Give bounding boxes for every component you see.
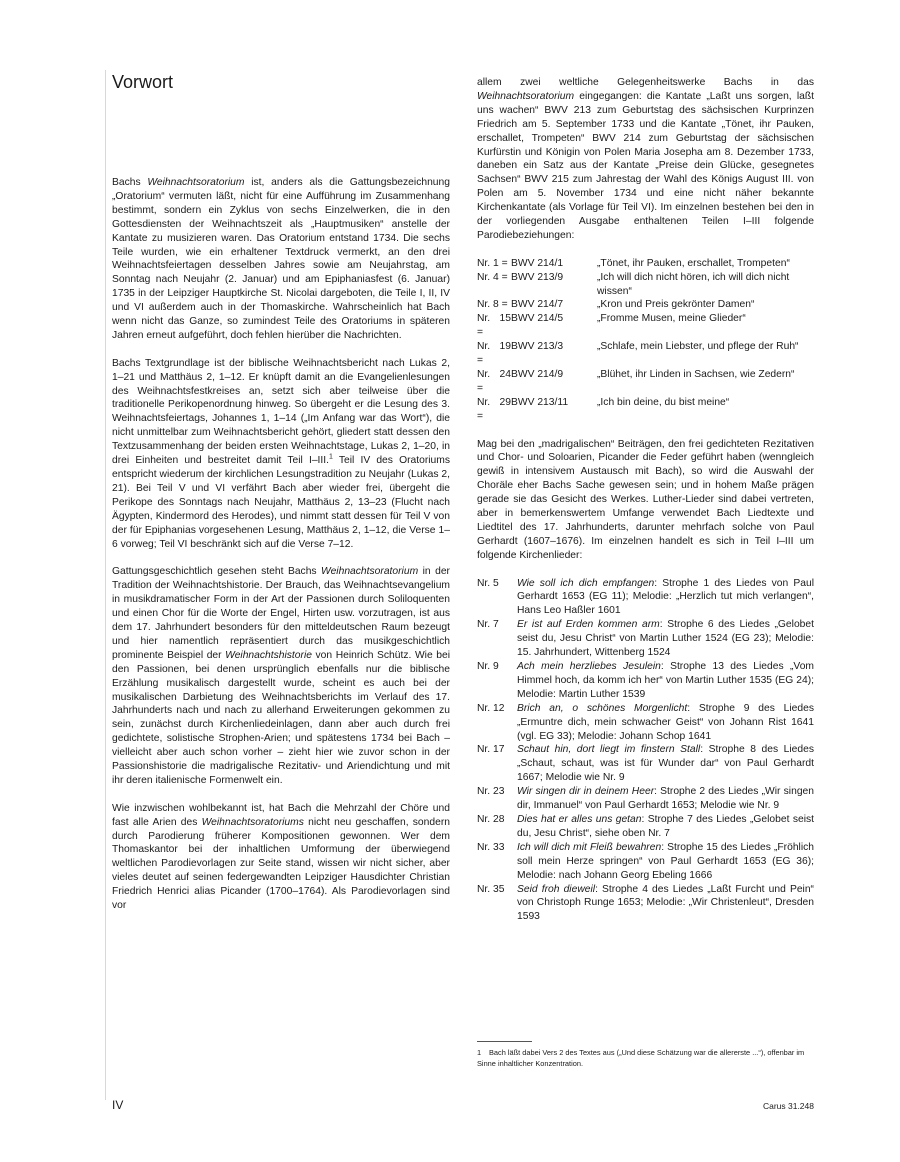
chorale-text: Wie soll ich dich empfangen: Strophe 1 des Liedes von Paul Gerhardt 1653 (EG 11); Melodie: „Herzlich tut mich verlangen“, Hans Leo Haßler 1601: [517, 577, 814, 617]
parody-number: Nr. 4 =: [477, 271, 508, 283]
footnote-mark: 1: [477, 1048, 482, 1057]
parody-bwv: BWV 213/3: [511, 341, 564, 353]
italic-text: Dies hat er alles uns getan: [517, 813, 642, 825]
parody-row: [477, 340, 814, 368]
italic-text: Wir singen dir in deinem Heer: [517, 786, 655, 798]
parody-number: Nr. 15 =: [477, 313, 511, 339]
paragraph: allem zwei weltliche Gelegenheitswerke Bachs in das Weihnachtsoratorium eingegangen: die Kantate „Laßt uns sorgen, laßt uns wachen“ BWV 213 zum Geburtstag des sächsischen Kurprinzen Friedrich am 5. September 1733 und die Kantate „Tönet, ihr Pauken, erschallet, Trompeten“ BWV 214 zum Geburtstag der sächsischen Kurfürstin und Königin von Polen Maria Josepha am 8. Dezember 1733, daneben ein Satz aus der Kantate „Preise dein Glücke, gesegnetes Sachsen“ BWV 215 zum Jahrestag der Wahl des Königs August III. von Polen am 5. November 1734 und eine nicht näher bekannte Kirchenkantate (als Vorlage für Teil VI). Im einzelnen bestehen bei den in der vorliegenden Ausgabe enthaltenen Teilen I–III folgende Parodiebeziehungen:: [477, 77, 814, 241]
chorale-text: Schaut hin, dort liegt im finstern Stall: Strophe 8 des Liedes „Schaut, schaut, was ist für Wunder dar“ von Paul Gerhardt 1667; Melodie wie Nr. 9: [517, 744, 814, 784]
parody-bwv: BWV 213/11: [511, 396, 569, 408]
italic-text: Weihnachtsoratorium: [321, 566, 419, 578]
parody-title: „Kron und Preis gekrönter Damen“: [597, 299, 755, 311]
chorale-row: [477, 577, 814, 619]
italic-text: Weihnachtshistorie: [225, 649, 312, 661]
parody-row: [477, 257, 814, 271]
chorale-row: [477, 618, 814, 660]
chorale-number: Nr. 5: [477, 577, 499, 589]
chorale-row: [477, 660, 814, 702]
chorale-row: [477, 702, 814, 744]
chorale-row: [477, 883, 814, 925]
parody-list: [477, 257, 814, 424]
chorale-number: Nr. 17: [477, 744, 505, 756]
page-title: Vorwort: [112, 72, 174, 92]
chorale-number: Nr. 23: [477, 786, 505, 798]
footnote-text: Bach läßt dabei Vers 2 des Textes aus („Und diese Schätzung war die allererste ...“), offenbar im Sinne inhaltlicher Konzentration.: [477, 1048, 805, 1068]
chorale-number: Nr. 35: [477, 883, 505, 895]
chorale-row: [477, 743, 814, 785]
italic-text: Weihnachtsoratorium: [147, 177, 245, 188]
parody-bwv: BWV 214/5: [511, 313, 564, 325]
italic-text: Seid froh dieweil: [517, 883, 596, 895]
parody-bwv: BWV 213/9: [511, 271, 564, 283]
parody-bwv: BWV 214/9: [511, 369, 564, 381]
parody-title: „Ich will dich nicht hören, ich will dich nicht wissen“: [597, 271, 790, 297]
parody-number: Nr. 29 =: [477, 396, 511, 422]
italic-text: Schaut hin, dort liegt im finstern Stall: [517, 744, 701, 756]
parody-number: Nr. 8 =: [477, 299, 508, 311]
chorale-text: Seid froh dieweil: Strophe 4 des Liedes „Laßt Furcht und Pein“ von Christoph Runge 1653; Melodie: „Wir Christenleut“, Dresden 1593: [517, 883, 814, 923]
parody-title: „Fromme Musen, meine Glieder“: [597, 313, 746, 325]
chorale-text: Wir singen dir in deinem Heer: Strophe 2 des Liedes „Wir singen dir, Immanuel“ von Paul Gerhardt 1653; Melodie wie Nr. 9: [517, 786, 814, 812]
parody-bwv: BWV 214/1: [511, 257, 564, 269]
footnote: [477, 1047, 814, 1069]
paragraph: Wie inzwischen wohlbekannt ist, hat Bach die Mehrzahl der Chöre und fast alle Arien des Weihnachtsoratoriums nicht neu geschaffen, sondern durch Parodierung früherer Kompositionen gewonnen. Wer dem Thomaskantor bei der inhaltlichen Umformung der überwiegend weltlichen Parodievorlagen zur Seite stand, wissen wir nicht sicher, aber vieles deutet auf seinen federgewandten Leipziger Hausdichter Christian Friedrich Henrici alias Picander (1700–1764). Als Parodievorlagen sind vor: [112, 802, 450, 912]
parody-number: Nr. 24 =: [477, 369, 511, 394]
italic-text: Ach mein herzliebes Jesulein: [517, 661, 661, 673]
parody-row: [477, 312, 814, 340]
chorale-row: [477, 841, 814, 883]
chorale-text: Er ist auf Erden kommen arm: Strophe 6 des Liedes „Gelobet seist du, Jesu Christ“ von Martin Luther 1524 (EG 23); Melodie: 15. Jahrhundert, Wittenberg 1524: [517, 619, 814, 659]
chorale-number: Nr. 33: [477, 841, 505, 853]
chorale-list: [477, 577, 814, 925]
chorale-number: Nr. 9: [477, 661, 499, 673]
parody-title: „Schlafe, mein Liebster, und pflege der Ruh“: [597, 341, 799, 353]
italic-text: Ich will dich mit Fleiß bewahren: [517, 841, 662, 853]
italic-text: Er ist auf Erden kommen arm: [517, 619, 660, 631]
parody-number: Nr. 19 =: [477, 341, 511, 367]
paragraph: Bachs Textgrundlage ist der biblische Weihnachtsbericht nach Lukas 2, 1–21 und Matthäus 2, 1–12. Er knüpft damit an die Evangelienlesungen des Weihnachtsfestkreises an, setzt sich aber teilweise über die traditionelle Perikopenordnung hinweg. So übergeht er die Lesung des 3. Weihnachtsfeiertags, Johannes 1, 1–14 („Im Anfang war das Wort“), die nicht unmittelbar zum Weihnachtsbericht gehört, gliedert statt dessen den Textzusammenhang der beiden ersten Weihnachtstage, Lukas 2, 1–20, in drei Einheiten und bestreitet damit Teil I–III.$^1$ Teil IV des Oratoriums entspricht wiederum der kirchlichen Lesungstradition zu Neujahr (Lukas 2, 21). Bei Teil V und VI verfährt Bach aber wieder frei, übergeht die Perikope des Sonntags nach Neujahr, Matthäus 2, 13–23 (Flucht nach Ägypten, Kindermord des Herodes), und nimmt statt dessen für Teil V von der für Epiphanias vorgesehenen Lesung, Matthäus 2, 1–12, die Verse 1–6 vorweg; Teil VI beschränkt sich auf die Verse 7–12.: [112, 357, 451, 550]
chorale-text: Ach mein herzliebes Jesulein: Strophe 13 des Liedes „Vom Himmel hoch, da komm ich her“ von Martin Luther 1535 (EG 24); Melodie: Martin Luther 1539: [517, 661, 814, 700]
parody-row: [477, 271, 814, 299]
footnote-rule: [477, 1041, 532, 1042]
right-column: [477, 76, 814, 924]
italic-text: Brich an, o schönes Morgenlicht: [517, 702, 688, 714]
chorale-number: Nr. 7: [477, 619, 499, 631]
left-column: [112, 176, 450, 927]
chorale-number: Nr. 28: [477, 813, 505, 825]
chorale-text: Ich will dich mit Fleiß bewahren: Strophe 15 des Liedes „Fröhlich soll mein Herze springen“ von Paul Gerhardt 1653 (EG 36); Melodie: nach Johann Georg Ebeling 1666: [517, 841, 814, 881]
chorale-text: Brich an, o schönes Morgenlicht: Strophe 9 des Liedes „Ermuntre dich, mein schwacher Geist“ von Johann Rist 1641 (vgl. EG 33); Melodie: Johann Schop 1641: [517, 702, 814, 742]
italic-text: Wie soll ich dich empfangen: [517, 577, 655, 589]
chorale-text: Dies hat er alles uns getan: Strophe 7 des Liedes „Gelobet seist du, Jesu Christ“, siehe oben Nr. 7: [517, 813, 814, 839]
parody-title: „Blühet, ihr Linden in Sachsen, wie Zedern“: [597, 369, 795, 381]
italic-text: Weihnachtsoratoriums: [201, 816, 304, 828]
parody-row: [477, 298, 814, 312]
page-number: IV: [112, 1098, 124, 1112]
paragraph: Gattungsgeschichtlich gesehen steht Bachs Weihnachtsoratorium in der Tradition der Weihnachtshistorie. Der Brauch, das Weihnachtsevangelium in musikdramatischer Form in der Art der Passionen durch Soliloquenten und einen Chor für die Worte der Engel, Hirten usw. vorzutragen, ist aus dem 17. Jahrhundert besonders für den mitteldeutschen Raum bezeugt und hier namentlich repräsentiert durch das musikgeschichtlich prominente Beispiel der Weihnachtshistorie von Heinrich Schütz. Wie bei den Passionen, bei denen ursprünglich ebenfalls nur die biblische Erzählung musikalisch dargestellt wurde, scheint es auch bei der musikalischen Darbietung des Weihnachtsberichts im Verlauf des 17. Jahrhunderts nach und nach zu allerhand Erweiterungen gekommen zu sein, zunächst durch Kirchenliedeinlagen, dann aber auch durch frei gedichtete, solistische Strophen-Arien; und spätestens 1734 bei Bach – vielleicht aber auch schon vorher – zieht hier wie zuvor schon in der Passionshistorie die madrigalische Rezitativ- und Ariendichtung und mit ihr deren italienische Formenwelt ein.: [112, 566, 450, 786]
footnote-reference: 1: [329, 453, 333, 461]
parody-title: „Tönet, ihr Pauken, erschallet, Trompeten“: [597, 257, 790, 269]
parody-row: [477, 368, 814, 396]
parody-bwv: BWV 214/7: [511, 299, 564, 311]
publisher-catalog-number: Carus 31.248: [762, 1101, 814, 1111]
chorale-row: [477, 813, 814, 841]
paragraph: Bachs Weihnachtsoratorium ist, anders als die Gattungsbezeichnung „Oratorium“ vermuten läßt, nicht für eine Aufführung im Zusammenhang bestimmt, sondern ein Zyklus von sechs Einzelwerken, die in den Gottesdiensten der Weihnachtszeit als „Hauptmusiken“ anstelle der Kantate zu musizieren waren. Das Oratorium entstand 1734. Die sechs Teile wurden, wie ein erhaltener Textdruck vermerkt, an den drei Weihnachtsfeiertagen desselben Jahres sowie am Neujahrstag, am Sonntag nach Neujahr (2. Januar) und am Epiphaniasfest (6. Januar) 1735 in der Leipziger Hauptkirche St. Nicolai dargeboten, die Teile I, II, IV und VI außerdem auch in der Thomaskirche. Wahrscheinlich hat Bach wenn nicht das Ganze, so zumindest Teile des Oratoriums in späteren Jahren erneut aufgeführt, doch fehlen hierüber die Nachrichten.: [112, 177, 450, 341]
parody-number: Nr. 1 =: [477, 257, 508, 269]
italic-text: Weihnachtsoratorium: [477, 90, 575, 102]
chorale-number: Nr. 12: [477, 702, 505, 714]
parody-title: „Ich bin deine, du bist meine“: [597, 396, 730, 408]
margin-rule: [105, 70, 106, 1100]
paragraph: Mag bei den „madrigalischen“ Beiträgen, den frei gedichteten Rezitativen und Chor- und Soloarien, Picander die Feder geführt haben (wenngleich gewiß in intensivem Austausch mit Bach), so wird die Auswahl der Choräle eher Bachs Sache gewesen sein; und in hohem Maße prägen gerade sie das Gesicht des Werkes. Luther-Lieder sind dabei vertreten, aber in bemerkenswertem Umfange verwendet Bach Liedtexte und Liedtitel des 17. Jahrhunderts, darunter mehrfach solche von Paul Gerhardt (1607–1676). Im einzelnen handelt es sich in Teil I–III um folgende Kirchenlieder:: [477, 438, 814, 561]
parody-row: [477, 396, 814, 424]
chorale-row: [477, 785, 814, 813]
